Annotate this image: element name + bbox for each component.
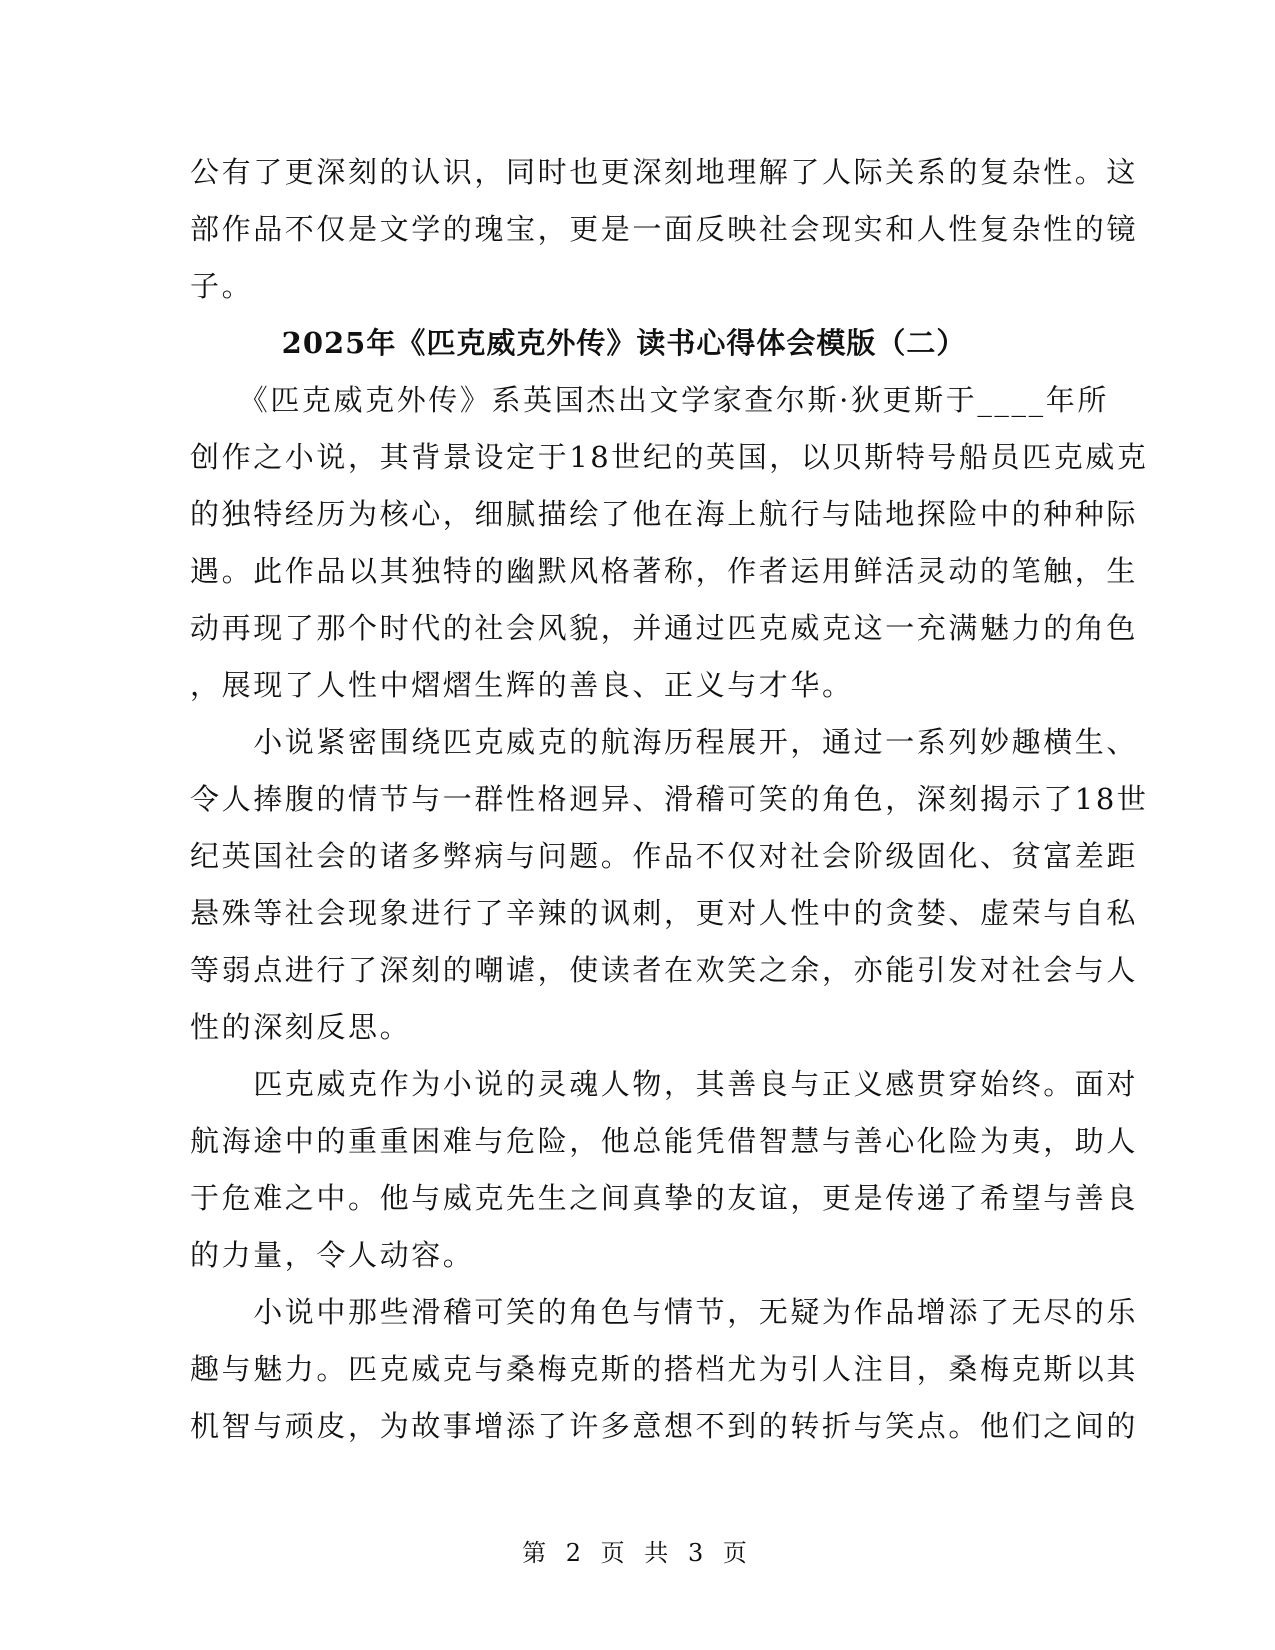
paragraph-3 <box>190 1056 1139 1284</box>
text-line: 机智与顽皮，为故事增添了许多意想不到的转折与笑点。他们之间的 <box>190 1409 1139 1443</box>
text-line: 匹克威克作为小说的灵魂人物，其善良与正义感贯穿始终。面对 <box>190 1067 1139 1101</box>
paragraph-2 <box>190 714 1149 1056</box>
text-line: 性的深刻反思。 <box>190 1010 412 1044</box>
text-line: ，展现了人性中熠熠生辉的善良、正义与才华。 <box>190 668 854 702</box>
paragraph-4 <box>190 1284 1139 1455</box>
text-line: 子。 <box>190 269 254 303</box>
page-number: 第 2 页 共 3 页 <box>522 1539 753 1567</box>
text-line: 纪英国社会的诸多弊病与问题。作品不仅对社会阶级固化、贫富差距 <box>190 839 1139 873</box>
text-line: 悬殊等社会现象进行了辛辣的讽刺，更对人性中的贪婪、虚荣与自私 <box>190 896 1139 930</box>
text-line: 令人捧腹的情节与一群性格迥异、滑稽可笑的角色，深刻揭示了18世 <box>190 782 1149 816</box>
text-line: 遇。此作品以其独特的幽默风格著称，作者运用鲜活灵动的笔触，生 <box>190 554 1139 588</box>
text-line: 小说中那些滑稽可笑的角色与情节，无疑为作品增添了无尽的乐 <box>190 1295 1139 1329</box>
continuation-paragraph <box>190 144 1139 315</box>
text-line: 的独特经历为核心，细腻描绘了他在海上航行与陆地探险中的种种际 <box>190 497 1139 531</box>
page-footer <box>0 1538 1275 1568</box>
text-line: 部作品不仅是文学的瑰宝，更是一面反映社会现实和人性复杂性的镜 <box>190 212 1139 246</box>
text-line: 于危难之中。他与威克先生之间真挚的友谊，更是传递了希望与善良 <box>190 1181 1139 1215</box>
section-title: 2025年《匹克威克外传》读书心得体会模版（二） <box>281 326 967 360</box>
text-line: 《匹克威克外传》系英国杰出文学家查尔斯·狄更斯于____年所 <box>190 383 1109 417</box>
text-line: 趣与魅力。匹克威克与桑梅克斯的搭档尤为引人注目，桑梅克斯以其 <box>190 1352 1139 1386</box>
paragraph-1 <box>190 372 1149 714</box>
text-line: 的力量，令人动容。 <box>190 1238 475 1272</box>
text-line: 动再现了那个时代的社会风貌，并通过匹克威克这一充满魅力的角色 <box>190 611 1139 645</box>
text-line: 公有了更深刻的认识，同时也更深刻地理解了人际关系的复杂性。这 <box>190 155 1139 189</box>
text-line: 创作之小说，其背景设定于18世纪的英国，以贝斯特号船员匹克威克 <box>190 440 1149 474</box>
page-body <box>190 144 1149 1455</box>
text-line: 航海途中的重重困难与危险，他总能凭借智慧与善心化险为夷，助人 <box>190 1124 1139 1158</box>
text-line: 小说紧密围绕匹克威克的航海历程展开，通过一系列妙趣横生、 <box>190 725 1139 759</box>
text-line: 等弱点进行了深刻的嘲谑，使读者在欢笑之余，亦能引发对社会与人 <box>190 953 1139 987</box>
